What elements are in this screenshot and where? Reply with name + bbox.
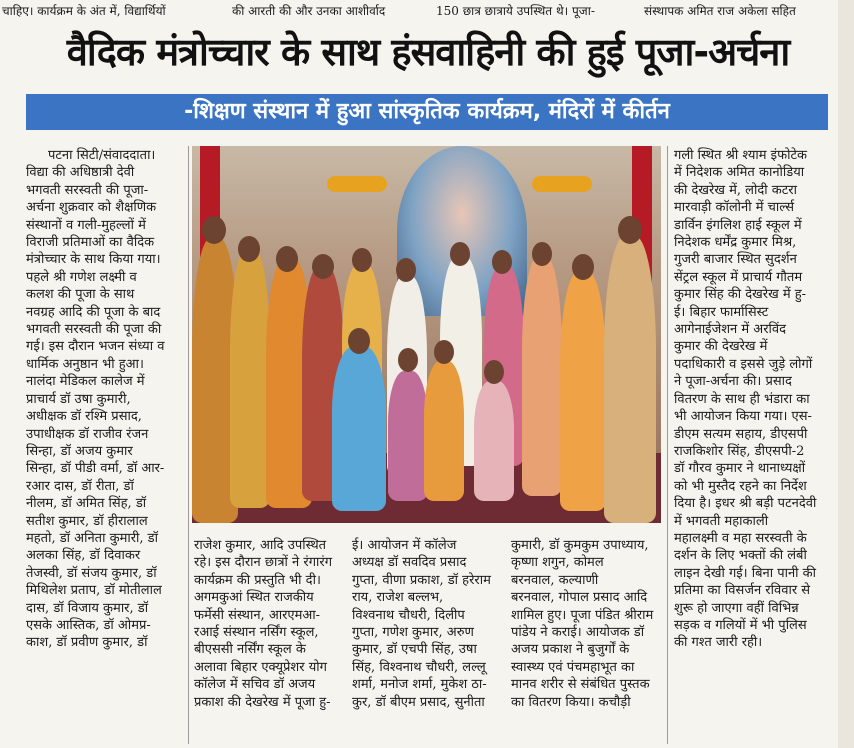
text-line: शुरू हो जाएगा वहीं विभिन्न: [674, 600, 799, 616]
text-line: शर्मा, मनोज शर्मा, मुकेश ठा-: [352, 677, 487, 693]
text-line: अध्यक्ष डॉ सवदिव प्रसाद: [352, 555, 467, 571]
article-column-1: [26, 147, 184, 745]
text-line: सतीश कुमार, डॉ हीरालाल: [26, 513, 148, 529]
text-line: अधीक्षक डॉ रश्मि प्रसाद,: [26, 409, 142, 425]
text-line: विराजी प्रतिमाओं का वैदिक: [26, 235, 155, 251]
text-line: भी आयोजन किया गया। एस-: [674, 409, 812, 425]
article-column-2: [194, 537, 344, 745]
person: [604, 236, 656, 523]
text-line: रआई संस्थान नर्सिंग स्कूल,: [194, 625, 319, 641]
text-line: मानव शरीर से संबंधित पुस्तक: [511, 677, 650, 693]
person: [424, 361, 464, 501]
text-line: भगवती सरस्वती की पूजा-: [26, 182, 149, 198]
text-line: राजकिशोर सिंह, डीएसपी-2: [674, 443, 805, 459]
head: [492, 250, 512, 274]
text-line: तेजस्वी, डॉ संजय कुमार, डॉ: [26, 565, 157, 581]
text-line: की गश्त जारी रही।: [674, 635, 763, 651]
text-line: कुमार सिंह की देखरेख में हु-: [674, 287, 807, 303]
head: [352, 248, 372, 272]
text-line: ई। आयोजन में कॉलेज: [352, 538, 457, 553]
text-line: सिन्हा, डॉ पीडी वर्मा, डॉ आर-: [26, 461, 165, 477]
text-line: राजेश कुमार, आदि उपस्थित: [194, 538, 327, 553]
head: [450, 242, 470, 266]
head: [434, 340, 454, 364]
article-column-5: [674, 147, 828, 745]
text-line: उपाधीक्षक डॉ राजीव रंजन: [26, 426, 149, 442]
text-line: महतो, डॉ अनिता कुमारी, डॉ: [26, 530, 158, 546]
text-line: निदेशक धर्मेंद्र कुमार मिश्र,: [674, 235, 797, 251]
head: [398, 348, 418, 372]
top-strip-text-4: संस्थापक अमित राज अकेला सहित: [644, 4, 796, 18]
text-line: शामिल हुए। पूजा पंडित श्रीराम: [511, 607, 654, 623]
text-line: कुमार, डॉ एचपी सिंह, उषा: [352, 642, 477, 658]
text-line: का वितरण किया। कचौड़ी: [511, 694, 631, 710]
text-line: पहले श्री गणेश लक्ष्मी व: [26, 269, 137, 285]
text-line: मिथिलेश प्रताप, डॉ मोतीलाल: [26, 583, 162, 599]
person: [332, 346, 386, 511]
text-line: पांडेय ने कराई। आयोजक डॉ: [511, 625, 645, 641]
text-line: अर्चना शुक्रवार को शैक्षणिक: [26, 200, 157, 216]
text-line: अजय प्रकाश ने बुजुर्गों के: [511, 642, 630, 658]
text-line: कलश की पूजा के साथ: [26, 287, 135, 303]
text-line: भगवती सरस्वती की पूजा की: [26, 322, 162, 338]
head: [396, 258, 416, 282]
dateline: पटना सिटी/संवाददाता।: [48, 148, 156, 163]
text-line: दर्शन के लिए भक्तों की लंबी: [674, 548, 807, 564]
garland-left: [327, 176, 387, 192]
column-rule: [667, 146, 668, 744]
text-line: स्वास्थ्य एवं पंचमहाभूत का: [511, 659, 635, 675]
text-line: नालंदा मेडिकल कालेज में: [26, 374, 145, 390]
text-line: दिया है। इधर श्री बड़ी पटनदेवी: [674, 496, 817, 512]
text-line: मारवाड़ी कॉलोनी में चार्ल्स: [674, 200, 795, 216]
head: [484, 360, 504, 384]
text-line: राय, राजेश बल्लभ,: [352, 590, 444, 606]
text-line: कुमारी, डॉ कुमकुम उपाध्याय,: [511, 538, 649, 553]
text-line: पदाधिकारी व इससे जुड़े लोगों: [674, 356, 813, 372]
article-column-3: [352, 537, 504, 745]
text-line: गुप्ता, गणेश कुमार, अरुण: [352, 625, 474, 641]
text-line: प्राचार्य डॉ उषा कुमारी,: [26, 391, 131, 407]
text-line: ई। बिहार फार्मासिस्ट: [674, 304, 769, 320]
text-line: कार्यक्रम की प्रस्तुति भी दी।: [194, 572, 321, 588]
text-line: बीएससी नर्सिंग स्कूल के: [194, 642, 306, 658]
text-line: विश्वनाथ चौधरी, दिलीप: [352, 607, 465, 623]
head: [348, 328, 370, 354]
text-line: सिन्हा, डॉ अजय कुमार: [26, 443, 133, 459]
text-line: कॉलेज में सचिव डॉ अजय: [194, 677, 316, 693]
text-line: दास, डॉ विजाय कुमार, डॉ: [26, 600, 149, 616]
text-line: डीएम सत्यम सहाय, डीएसपी: [674, 426, 808, 442]
group-photo-image: [192, 146, 661, 523]
text-line: कुमार की देखरेख में: [674, 339, 768, 355]
top-strip-text-3: 150 छात्र छात्राये उपस्थित थे। पूजा-: [436, 4, 595, 18]
column-rule: [188, 146, 189, 744]
text-line: नवग्रह आदि की पूजा के बाद: [26, 304, 161, 320]
text-line: वितरण के साथ ही भंडारा का: [674, 391, 810, 407]
text-line: सिंह, विश्वनाथ चौधरी, लल्लू: [352, 659, 486, 675]
text-line: फर्मेसी संस्थान, आरएमआ-: [194, 607, 321, 623]
text-line: ने पूजा-अर्चना की। प्रसाद: [674, 374, 792, 390]
text-line: विद्या की अधिष्ठात्री देवी: [26, 165, 135, 181]
text-line: की देखरेख में, लोदी कटरा: [674, 182, 797, 198]
person: [230, 248, 270, 508]
text-line: संस्थानों व गली-मुहल्लों में: [26, 217, 146, 233]
garland-right: [532, 176, 592, 192]
person: [522, 256, 562, 496]
top-strip-text-2: की आरती की और उनका आशीर्वाद: [232, 4, 386, 18]
text-line: सड़क व गलियों में भी पुलिस: [674, 617, 807, 633]
text-line: में भगवती महाकाली: [674, 513, 769, 529]
text-line: काश, डॉ प्रवीण कुमार, डॉ: [26, 635, 148, 651]
text-line: महालक्ष्मी व महा सरस्वती के: [674, 530, 807, 546]
top-strip-text-1: चाहिए। कार्यक्रम के अंत में, विद्यार्थियों: [2, 4, 166, 18]
headline: वैदिक मंत्रोच्चार के साथ हंसवाहिनी की हुई पूजा-अर्चना: [66, 30, 790, 74]
text-line: गली स्थित श्री श्याम इंफोटेक: [674, 148, 807, 163]
head: [532, 242, 552, 266]
text-line: अलका सिंह, डॉ दिवाकर: [26, 548, 141, 564]
adjacent-page-edge: [838, 0, 854, 748]
text-line: आगेनाईजेशन में अरविंद: [674, 322, 787, 338]
text-line: सेंट्रल स्कूल में प्राचार्य गौतम: [674, 269, 803, 285]
text-line: बरनवाल, गोपाल प्रसाद आदि: [511, 590, 648, 606]
text-line: अगमकुआं स्थित राजकीय: [194, 590, 314, 606]
text-line: को भी मुस्तैद रहने का निर्देश: [674, 478, 807, 494]
head: [572, 254, 594, 280]
subheadline-bar: -शिक्षण संस्थान में हुआ सांस्कृतिक कार्यक्रम, मंदिरों में कीर्तन: [26, 94, 828, 130]
text-line: नीलम, डॉ अमित सिंह, डॉ: [26, 496, 147, 512]
person: [560, 271, 606, 511]
text-line: में निदेशक अमित कानोडिया: [674, 165, 805, 181]
text-line: डार्विन इंगलिश हाई स्कूल में: [674, 217, 802, 233]
text-line: लाइन देखी गई। बिना पानी की: [674, 565, 817, 581]
text-line: बरनवाल, कल्याणी: [511, 572, 599, 588]
text-line: कुर, डॉ बीएम प्रसाद, सुनीता: [352, 694, 485, 710]
head: [238, 236, 260, 262]
text-line: धार्मिक अनुष्ठान भी हुआ।: [26, 356, 144, 372]
head: [312, 254, 334, 279]
text-line: अलावा बिहार एक्यूप्रेशर योग: [194, 659, 327, 675]
text-line: प्रकाश की देखरेख में पूजा हु-: [194, 694, 331, 710]
text-line: कृष्णा शगुन, कोमल: [511, 555, 604, 571]
head: [276, 246, 298, 272]
article-column-4: [511, 537, 663, 745]
text-line: गई। इस दौरान भजन संध्या व: [26, 339, 165, 355]
text-line: डॉ गौरव कुमार ने थानाध्यक्षों: [674, 461, 806, 477]
text-line: गुजरी बाजार स्थित सुदर्शन: [674, 252, 797, 268]
text-line: एसके आस्तिक, डॉ ओमप्र-: [26, 617, 151, 633]
person: [474, 381, 514, 501]
text-line: गुप्ता, वीणा प्रकाश, डॉ हरेराम: [352, 572, 491, 588]
text-line: रहे। इस दौरान छात्रों ने रंगारंग: [194, 555, 333, 571]
head: [202, 216, 226, 244]
text-line: मंत्रोच्चार के साथ किया गया।: [26, 252, 161, 268]
person: [388, 371, 428, 501]
text-line: प्रतिमा का विसर्जन रविवार से: [674, 583, 811, 599]
text-line: रआर दास, डॉ रीता, डॉ: [26, 478, 134, 494]
head: [618, 216, 642, 244]
